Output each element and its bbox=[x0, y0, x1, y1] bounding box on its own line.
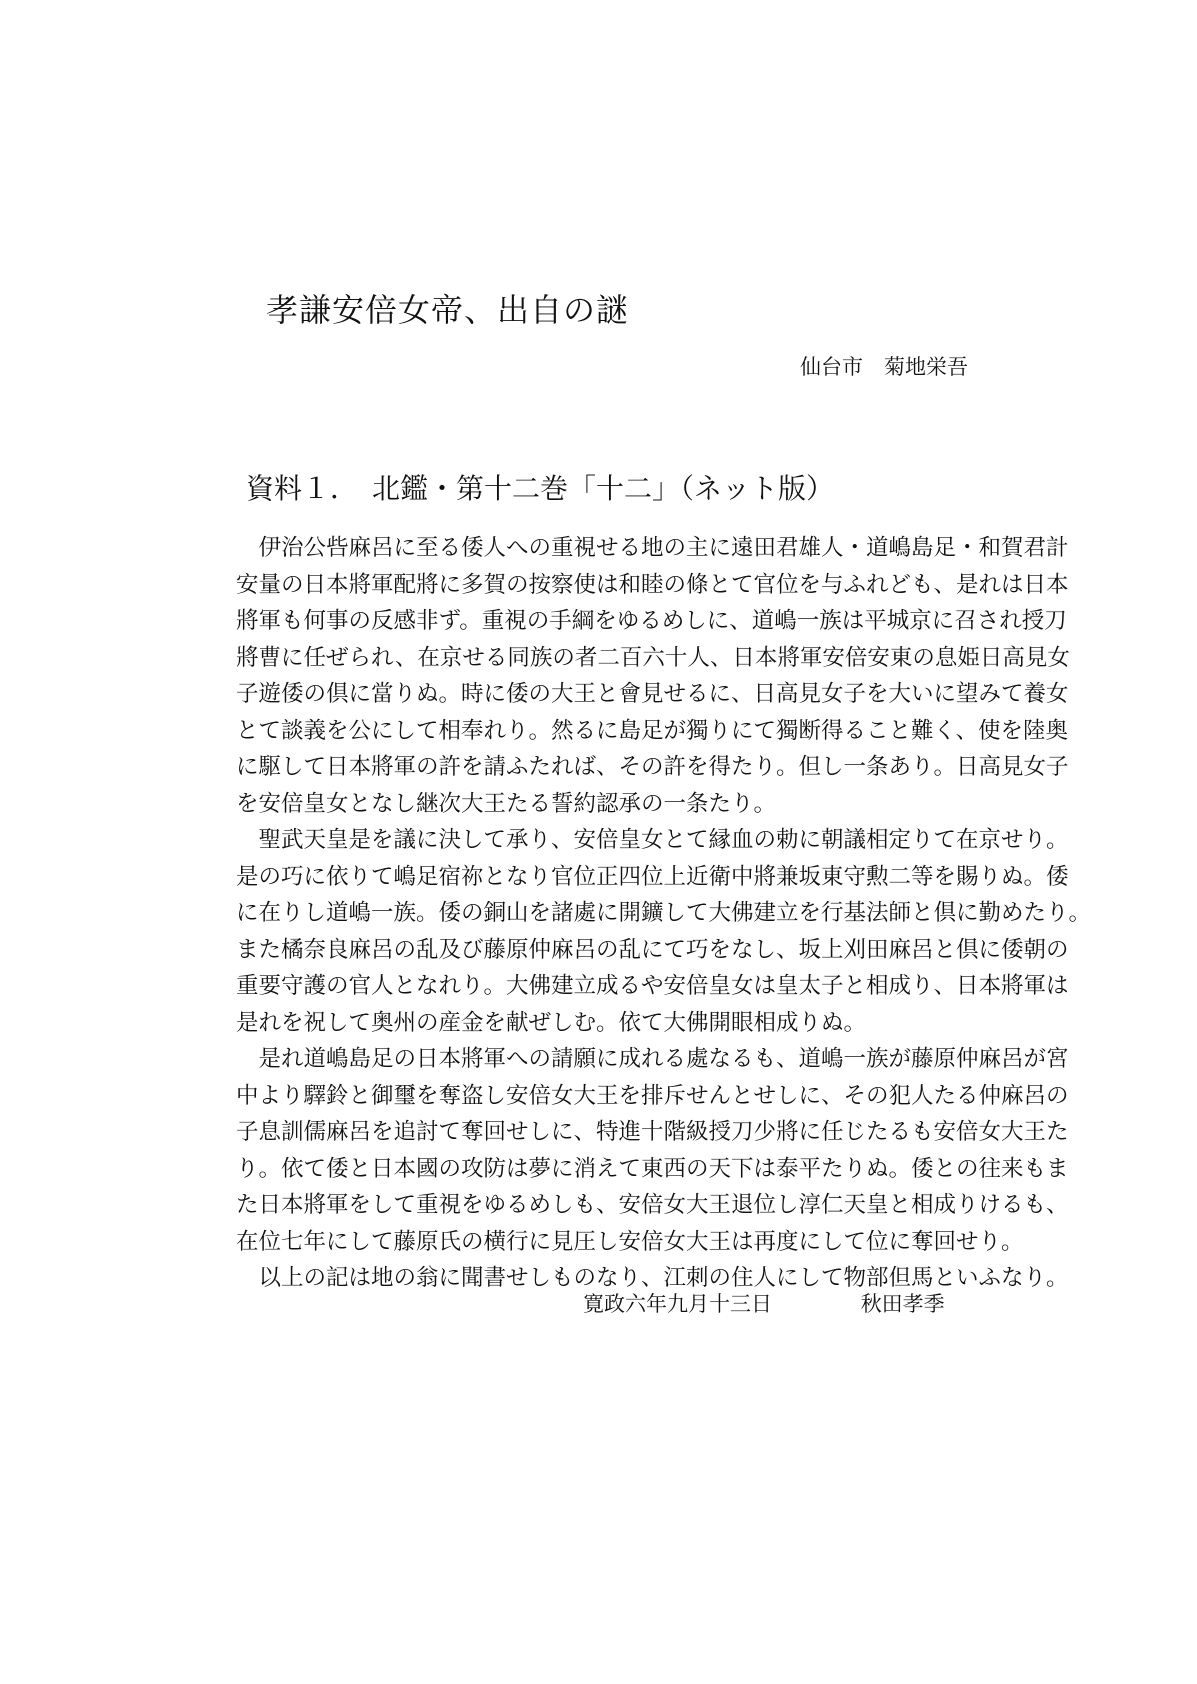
signature bbox=[583, 1289, 945, 1319]
text-line: 以上の記は地の翁に聞書せしものなり、江刺の住人にして物部但馬といふなり。 bbox=[236, 1265, 1069, 1291]
text-line: た日本將軍をして重視をゆるめしも、安倍女大王退位し淳仁天皇と相成りけるも、 bbox=[236, 1192, 1069, 1218]
text-line: 重要守護の官人となれり。大佛建立成るや安倍皇女は皇太子と相成り、日本將軍は bbox=[236, 973, 1069, 999]
text-line: 聖武天皇是を議に決して承り、安倍皇女とて縁血の勅に朝議相定りて在京せり。 bbox=[236, 827, 1069, 853]
text-line: を安倍皇女となし継次大王たる誓約認承の一条たり。 bbox=[236, 790, 777, 817]
text-line: 是の巧に依りて嶋足宿祢となり官位正四位上近衛中將兼坂東守勲二等を賜りぬ。倭 bbox=[236, 863, 1069, 890]
text-line: また橘奈良麻呂の乱及び藤原仲麻呂の乱にて巧をなし、坂上刈田麻呂と倶に倭朝の bbox=[236, 936, 1069, 963]
author-line: 仙台市 菊地栄吾 bbox=[800, 355, 968, 379]
text-line: 將曹に任ぜられ、在京せる同族の者二百六十人、日本將軍安倍安東の息姫日高見女 bbox=[236, 644, 1070, 671]
text-line: 在位七年にして藤原氏の横行に見圧し安倍女大王は再度にして位に奪回せり。 bbox=[236, 1228, 1024, 1255]
text-line: 是れを祝して奥州の産金を献ぜしむ。依て大佛開眼相成りぬ。 bbox=[236, 1009, 867, 1036]
text-line: 安量の日本將軍配將に多賀の按察使は和睦の條とて官位を与ふれども、是れは日本 bbox=[236, 571, 1069, 598]
signature-name: 秋田孝季 bbox=[860, 1292, 945, 1316]
text-line: に在りし道嶋一族。倭の銅山を諸處に開鑛して大佛建立を行基法師と倶に勤めたり。 bbox=[236, 900, 1092, 926]
text-line: 子息訓儒麻呂を追討て奪回せしに、特進十階級授刀少將に任じたるも安倍女大王た bbox=[236, 1119, 1069, 1145]
text-line: 是れ道嶋島足の日本將軍への請願に成れる處なるも、道嶋一族が藤原仲麻呂が宮 bbox=[236, 1046, 1069, 1072]
section-title: 資料１． 北鑑・第十二巻「十二」（ネット版） bbox=[246, 472, 835, 505]
text-line: とて談義を公にして相奉れり。然るに島足が獨りにて獨断得ること難く、使を陸奥 bbox=[236, 717, 1069, 744]
text-line: に駆して日本將軍の許を請ふたれば、その許を得たり。但し一条あり。日高見女子 bbox=[236, 754, 1069, 780]
text-line: 中より驛鈴と御璽を奪盗し安倍女大王を排斥せんとせしに、その犯人たる仲麻呂の bbox=[236, 1082, 1069, 1109]
text-line: 子遊倭の倶に當りぬ。時に倭の大王と會見せるに、日高見女子を大いに望みて養女 bbox=[236, 681, 1069, 707]
text-line: り。依て倭と日本國の攻防は夢に消えて東西の天下は泰平たりぬ。倭との往来もま bbox=[236, 1155, 1069, 1182]
body-text bbox=[236, 530, 1092, 1297]
text-line: 將軍も何事の反感非ず。重視の手綱をゆるめしに、道嶋一族は平城京に召され授刀 bbox=[236, 608, 1067, 634]
signature-date: 寛政六年九月十三日 bbox=[583, 1292, 772, 1316]
document-title: 孝謙安倍女帝、出自の謎 bbox=[266, 291, 630, 329]
text-line: 伊治公呰麻呂に至る倭人への重視せる地の主に遠田君雄人・道嶋島足・和賀君計 bbox=[236, 535, 1069, 561]
